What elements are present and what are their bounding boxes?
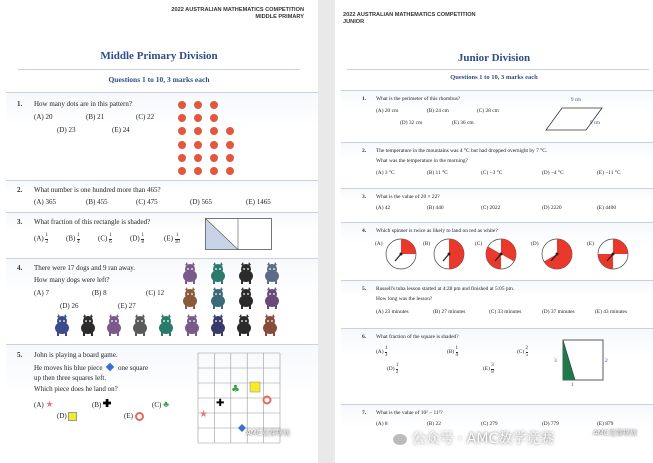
question-text: What is the perimeter of this rhombus? bbox=[376, 96, 461, 102]
dog-icon bbox=[234, 314, 254, 336]
option-label: (A) bbox=[375, 241, 383, 247]
dot bbox=[194, 167, 202, 175]
question-text: How long was the lesson? bbox=[376, 296, 433, 302]
option-d[interactable]: (D) 26 bbox=[60, 302, 79, 310]
dot bbox=[210, 141, 218, 149]
spinner-icon bbox=[484, 237, 518, 271]
option-label: (D) bbox=[531, 241, 539, 247]
dog-icon bbox=[104, 314, 124, 336]
option-d[interactable]: (D) 32 cm bbox=[400, 120, 423, 126]
option-c[interactable]: (C) ♣ bbox=[152, 399, 169, 409]
option-e[interactable]: (E) $\frac{3}{8}$ bbox=[483, 363, 494, 375]
cross-piece-icon: ✚ bbox=[216, 398, 225, 409]
question-number: 5. bbox=[362, 286, 367, 292]
dot bbox=[210, 167, 218, 175]
option-c[interactable]: (C) $\frac{1}{6}$ bbox=[98, 233, 112, 245]
option-d[interactable]: (D) −4 °C bbox=[542, 170, 564, 176]
option-a[interactable]: (A) 23 minutes bbox=[376, 309, 409, 315]
club-icon: ♣ bbox=[163, 399, 169, 409]
title-rule bbox=[347, 69, 649, 70]
dog-icon bbox=[130, 314, 150, 336]
dot bbox=[210, 154, 218, 162]
option-b[interactable]: (B) $\frac{1}{4}$ bbox=[66, 233, 80, 245]
dog-icon bbox=[208, 287, 228, 309]
dog-icon bbox=[180, 262, 200, 284]
side-label: 1 bbox=[571, 382, 574, 388]
option-a[interactable]: (A) 365 bbox=[34, 198, 56, 206]
option-b[interactable]: (B) 27 minutes bbox=[433, 309, 466, 315]
division-title: Junior Division bbox=[457, 52, 531, 64]
question-number: 1. bbox=[362, 96, 367, 102]
option-d[interactable]: (D) $\frac{1}{8}$ bbox=[130, 233, 144, 245]
option-c[interactable]: (C) 22 bbox=[136, 113, 155, 121]
dog-icon bbox=[236, 287, 256, 309]
middle-primary-page bbox=[0, 0, 318, 463]
option-e[interactable]: (E) 43 minutes bbox=[595, 309, 628, 315]
rhombus-figure bbox=[540, 100, 610, 134]
watermark: AMC竞赛规划 bbox=[246, 429, 290, 437]
dot bbox=[226, 167, 234, 175]
option-c[interactable]: (C) −3 °C bbox=[481, 170, 503, 176]
option-e[interactable]: (E) 27 bbox=[118, 302, 136, 310]
question-text: up then three squares left. bbox=[34, 374, 107, 382]
question-text: He moves his blue piece one square bbox=[34, 364, 149, 372]
section-subtitle: Questions 1 to 10, 3 marks each bbox=[450, 74, 538, 81]
section-subtitle: Questions 1 to 10, 3 marks each bbox=[108, 75, 210, 84]
option-d[interactable]: (D) 2220 bbox=[542, 205, 562, 211]
option-label: (C) bbox=[475, 241, 483, 247]
option-c[interactable]: (C) 279 bbox=[481, 421, 498, 427]
option-b[interactable]: (B) 440 bbox=[427, 205, 444, 211]
option-a[interactable]: (A) 8 bbox=[376, 421, 388, 427]
question-number: 2. bbox=[362, 148, 367, 154]
dog-icon bbox=[260, 314, 280, 336]
option-a[interactable]: (A) 3 °C bbox=[376, 170, 395, 176]
option-e[interactable]: (E) 36 cm bbox=[452, 120, 474, 126]
dog-icon bbox=[52, 314, 72, 336]
page-header: 2022 AUSTRALIAN MATHEMATICS COMPETITION MIDDLE PRIMARY bbox=[171, 7, 304, 20]
dot bbox=[194, 101, 202, 109]
option-c[interactable]: (C) 33 minutes bbox=[489, 309, 522, 315]
star-icon: ★ bbox=[45, 399, 54, 409]
option-c[interactable]: (C) $\frac{2}{5}$ bbox=[517, 346, 529, 358]
option-e[interactable]: (E) 4400 bbox=[597, 205, 617, 211]
option-a[interactable]: (A) ★ bbox=[34, 399, 54, 409]
dog-icon bbox=[180, 287, 200, 309]
option-e[interactable]: (E) 879 bbox=[597, 421, 614, 427]
shaded-rectangle bbox=[205, 218, 272, 250]
question-text: Which spinner is twice as likely to land on red as white? bbox=[376, 228, 498, 234]
question-number: 2. bbox=[17, 186, 23, 194]
side-label: 3 bbox=[554, 358, 557, 364]
question-text: How many dots are in this pattern? bbox=[34, 100, 132, 108]
question-number: 3. bbox=[362, 194, 367, 200]
question-text: What fraction of this rectangle is shaded? bbox=[34, 218, 151, 226]
option-e[interactable]: (E) 1465 bbox=[246, 198, 271, 206]
ring-piece bbox=[264, 397, 271, 404]
dog-icon bbox=[156, 314, 176, 336]
option-c[interactable]: (C) 12 bbox=[146, 289, 165, 297]
dot bbox=[178, 101, 186, 109]
watermark: AMC竞赛规划 bbox=[593, 429, 637, 437]
option-b[interactable]: (B) $\frac{1}{4}$ bbox=[447, 346, 459, 358]
option-b[interactable]: (B) 455 bbox=[86, 198, 108, 206]
question-text: What was the temperature in the morning? bbox=[376, 158, 468, 164]
option-a[interactable]: (A) 42 bbox=[376, 205, 391, 211]
option-a[interactable]: (A) $\frac{1}{3}$ bbox=[376, 346, 388, 358]
option-a[interactable]: (A) 20 bbox=[34, 113, 53, 121]
dot bbox=[194, 154, 202, 162]
question-text: What is the value of 10² − 11²? bbox=[376, 410, 443, 416]
dog-icon bbox=[262, 262, 282, 284]
division-title: Middle Primary Division bbox=[100, 50, 218, 62]
spinner-icon bbox=[432, 237, 466, 271]
option-c[interactable]: (C) 28 cm bbox=[477, 108, 499, 114]
yellow-square-piece bbox=[250, 382, 260, 392]
option-d[interactable]: (D) 37 minutes bbox=[542, 309, 575, 315]
dog-icon bbox=[78, 314, 98, 336]
option-d[interactable]: (D) bbox=[57, 412, 77, 421]
question-text: What is the value of 20 × 22? bbox=[376, 194, 440, 200]
spinner-icon bbox=[384, 237, 418, 271]
option-e[interactable]: (E) bbox=[124, 412, 144, 421]
question-text: John is playing a board game. bbox=[34, 351, 118, 359]
option-b[interactable]: (B) 21 bbox=[86, 113, 105, 121]
question-number: 1. bbox=[17, 100, 23, 108]
shaded-square bbox=[561, 336, 607, 386]
option-b[interactable]: (B) 24 cm bbox=[427, 108, 449, 114]
dog-icon bbox=[262, 287, 282, 309]
question-text: Russell's tuba lesson started at 4:28 pm and finished at 5:05 pm. bbox=[376, 286, 515, 292]
option-e[interactable]: (E) −11 °C bbox=[597, 170, 621, 176]
dot bbox=[226, 141, 234, 149]
spinner-icon bbox=[596, 237, 630, 271]
option-b[interactable]: (B) 22 bbox=[427, 421, 441, 427]
option-b[interactable]: (B) 8 bbox=[92, 289, 107, 297]
cross-icon bbox=[103, 399, 111, 407]
option-label: (B) bbox=[423, 241, 431, 247]
dog-icon bbox=[182, 314, 202, 336]
option-c[interactable]: (C) 475 bbox=[136, 198, 158, 206]
question-text: There were 17 dogs and 9 ran away. bbox=[34, 264, 136, 272]
question-number: 5. bbox=[17, 351, 23, 359]
question-text: What fraction of the square is shaded? bbox=[376, 334, 459, 340]
question-number: 4. bbox=[17, 264, 23, 272]
option-a[interactable]: (A) 20 cm bbox=[376, 108, 399, 114]
option-a[interactable]: (A) 7 bbox=[34, 289, 49, 297]
option-b[interactable]: (B) bbox=[92, 399, 111, 409]
option-e[interactable]: (E) 24 bbox=[112, 126, 130, 134]
dot bbox=[178, 154, 186, 162]
wechat-icon bbox=[393, 434, 407, 445]
blue-piece-icon bbox=[106, 363, 114, 371]
title-rule bbox=[18, 69, 300, 70]
side-label: 9 cm bbox=[571, 98, 581, 103]
blue-piece-icon bbox=[238, 424, 246, 432]
option-e[interactable]: (E) $\frac{1}{10}$ bbox=[164, 233, 180, 245]
dot bbox=[178, 141, 186, 149]
option-label: (E) bbox=[587, 241, 594, 247]
side-label: 9 cm bbox=[590, 121, 600, 126]
page-header: 2022 AUSTRALIAN MATHEMATICS COMPETITION JUNIOR bbox=[343, 12, 476, 25]
option-b[interactable]: (B) 11 °C bbox=[427, 170, 448, 176]
option-d[interactable]: (D) 779 bbox=[542, 421, 559, 427]
dog-icon bbox=[236, 262, 256, 284]
side-label: 2 bbox=[605, 358, 608, 364]
club-piece-icon: ♣ bbox=[231, 384, 240, 395]
dot bbox=[194, 141, 202, 149]
option-a[interactable]: (A) $\frac{1}{3}$ bbox=[34, 233, 48, 245]
question-text: Which piece does he land on? bbox=[34, 385, 118, 393]
watermark: 公众号 · AMC数学竞赛 bbox=[393, 428, 554, 448]
question-number: 3. bbox=[17, 218, 23, 226]
question-number: 6. bbox=[362, 334, 367, 340]
dot bbox=[210, 101, 218, 109]
yellow-square-icon bbox=[68, 412, 77, 421]
dog-icon bbox=[208, 262, 228, 284]
dot bbox=[226, 154, 234, 162]
question-number: 4. bbox=[362, 228, 367, 234]
option-d[interactable]: (D) 23 bbox=[57, 126, 76, 134]
dot bbox=[178, 167, 186, 175]
spinner-icon bbox=[540, 237, 574, 271]
question-text: What number is one hundred more than 465? bbox=[34, 186, 161, 194]
star-piece-icon: ★ bbox=[199, 409, 208, 420]
option-c[interactable]: (C) 2022 bbox=[481, 205, 501, 211]
junior-page bbox=[335, 0, 653, 463]
ring-icon bbox=[135, 412, 144, 421]
question-text: How many dogs were left? bbox=[34, 276, 110, 284]
option-d[interactable]: (D) $\frac{1}{2}$ bbox=[387, 363, 399, 375]
dog-icon bbox=[208, 314, 228, 336]
question-number: 7. bbox=[362, 410, 367, 416]
option-d[interactable]: (D) 565 bbox=[190, 198, 212, 206]
question-3 bbox=[341, 188, 653, 218]
question-text: The temperature in the mountains was 4 °C but had dropped overnight by 7 °C. bbox=[376, 148, 548, 154]
